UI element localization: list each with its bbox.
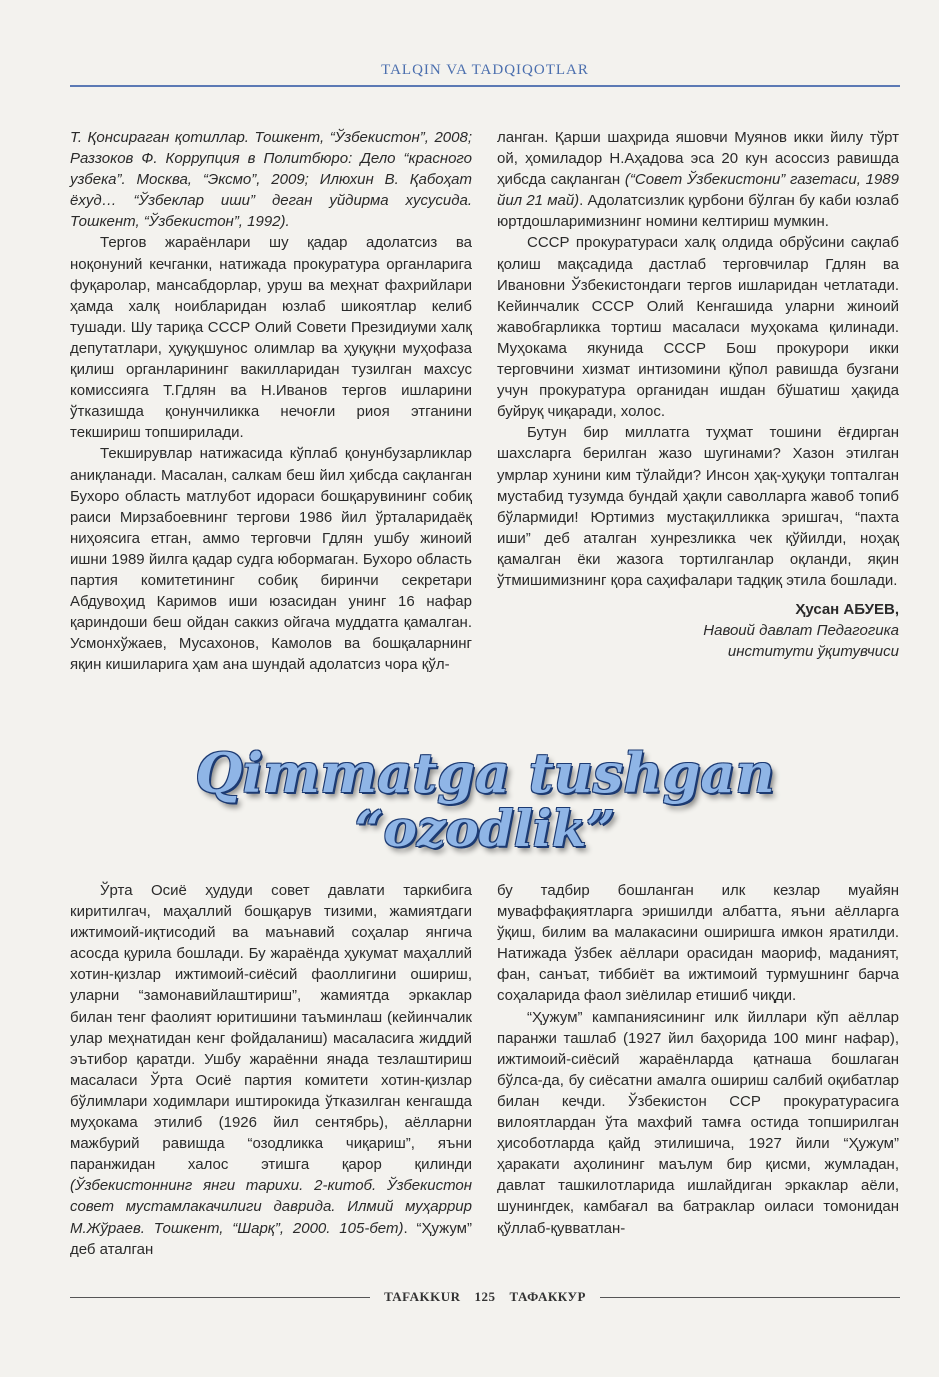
top-left-column xyxy=(70,127,472,675)
magazine-title-latin: TAFAKKUR xyxy=(384,1289,461,1304)
paragraph xyxy=(497,127,899,232)
paragraph-text: ланган. Қарши шаҳрида яшовчи Муянов икки йилу тўрт ой, ҳомиладор Н.Аҳадова эса 20 кун асоссиз равишда ҳибсда сақланган xyxy=(497,129,899,189)
citation: (Ўзбекистоннинг янги тарихи. 2-китоб. Ўзбекистон совет мустамлакачилиги даврида. Илмий муҳаррир М.Жўраев. Тошкент, “Шарқ”, 2000. 105-бет) xyxy=(70,1177,472,1237)
bottom-left-column xyxy=(70,880,472,1260)
paragraph-text: Ўрта Осиё ҳудуди совет давлати таркибига киритилгач, маҳаллий бошқарув тизими, жамиятдаги ижтимоий-иқтисодий ва маънавий соҳалар янгича асосда қурила бошлади. Бу жараёнда ҳукумат маҳаллий хотин-қизлар ижтимоий-сиёсий фаоллигини ошириш, уларни “замонавийлаштириш”, жамиятда эркаклар билан тенг фаолият юритишини таъминлаш (кейинчалик улар меҳнатидан кенг фойдаланиш) масаласига жиддий эътибор қаратди. Ушбу жараённи янада тезлаштириш масаласи Ўрта Осиё партия комитети хотин-қизлар бўлимлари ходимлари иштирокида ўтказилган кенгашда муҳокама этилиб (1926 йил сентябрь), аёлларни мажбурий равишда “озодликка чиқариш”, яъни паранжидан халос этишга қарор қилинди xyxy=(70,882,472,1174)
paragraph: СССР прокуратураси халқ олдида обрўсини сақлаб қолиш мақсадида дастлаб терговчилар Гдлян ва Ивановни Ўзбекистондаги тергов ишларидан четлатади. Кейинчалик СССР Олий Кенгашида уларни жиноий жавобгарликка тортиш масаласи муҳокама қилинади. Муҳокама якунида СССР Бош прокурори икки терговчини хизмат интизомини қўпол равишда бузгани учун прокуратура органидан ишдан бўшатиш ҳақида буйруқ чиқаради, холос. xyxy=(497,234,899,421)
author-affiliation: Навоий давлат Педагогика xyxy=(703,622,899,640)
paragraph: Текширувлар натижасида кўплаб қонунбузарликлар аниқланади. Масалан, салкам беш йил ҳибсда сақланган Бухоро область матлубот идораси бошқарувининг собиқ раиси Мирзабоевнинг тергови 1986 йил ўрталаридаёқ ниҳоясига етган, аммо терговчи Гдлян ушбу жиноий ишни 1989 йилга қадар судга юбормаган. Бухоро область партия комитетининг собиқ биринчи секретари Абдувоҳид Каримов иши юзасидан унинг 16 нафар қариндоши беш ойдан саккиз ойгача муддатга қамалган. Усмонхўжаев, Мусахонов, Камолов ва бошқаларнинг яқин кишиларига ҳам ана шундай адолатсиз чора қўл- xyxy=(70,445,472,674)
paragraph: Тергов жараёнлари шу қадар адолатсиз ва ноқонуний кечганки, натижада прокуратура органларига фуқаролар, мансабдорлар, уруш ва меҳнат фахрийлари ҳамда халқ ноибларидан юзлаб шикоятлар келиб тушади. Шу тариқа СССР Олий Совети Президиуми халқ депутатлари, ҳуқуқшунос олимлар ва ҳуқуқни муҳофаза қилиш органларининг вакилларидан тузилган махсус комиссияга Т.Гдлян ва Н.Иванов тергов ишларини ўтказишда қонунчиликка нечоғли риоя этганини текшириш топширилади. xyxy=(70,234,472,442)
paragraph: “Ҳужум” кампаниясининг илк йиллари кўп аёллар паранжи ташлаб (1927 йил баҳорида 100 минг нафар), ижтимоий-сиёсий жараёнларда қатнаша бошлаган бўлса-да, бу сиёсатни амалга ошириш салбий оқибатлар билан кечди. Ўзбекистон ССР прокуратурасига вилоятлардан ўта махфий тамға остида топширилган ҳисоботларда қайд этилишича, 1927 йили “Ҳужум” ҳаракати аҳолининг маълум бир қисми, жумладан, давлат ташкилотларида ишлайдиган эркаклар аёли, шунингдек, камбағал ва батраклар оиласи томонидан қўллаб-қувватлан- xyxy=(497,1008,899,1237)
author-signature xyxy=(497,599,899,662)
bibliography-continuation: Т. Қонсираган қотиллар. Тошкент, “Ўзбекистон”, 2008; Раззоков Ф. Коррупция в Политбюро: Дело “красного узбека”. Москва, “Эксмо”, 2009; Илюхин В. Қабоҳат ёхуд… “Ўзбеклар иши” деган уйдирма хусусида. Тошкент, “Ўзбекистон”, 1992). xyxy=(70,129,472,231)
paragraph-text: . Адолатсизлик қурбони бўлган бу каби юзлаб юртдошларимизнинг номини келтириш мумкин. xyxy=(497,192,899,231)
bottom-right-column xyxy=(497,880,899,1239)
footer-rule xyxy=(70,1297,370,1298)
author-name: Ҳусан АБУЕВ, xyxy=(795,601,899,619)
page-footer xyxy=(70,1286,900,1308)
author-affiliation: институти ўқитувчиси xyxy=(727,643,899,661)
article-title-line: Qimmatga tushgan xyxy=(195,741,775,805)
footer-rule xyxy=(600,1297,900,1298)
running-head: TALQIN VA TADQIQOTLAR xyxy=(381,62,589,78)
page-number: 125 xyxy=(474,1289,496,1304)
paragraph: Бутун бир миллатга туҳмат тошини ёғдирган шахсларга берилган жазо шугинами? Хазон этилган умрлар хунини ким тўлайди? Инсон ҳақ-ҳуқуқи топталган мустабид тузумда бундай ҳақли саволларга жавоб топиб бўлармиди! Юртимиз мустақилликка эришгач, “пахта иши” деб аталган хунрезликка чек қўйилди, ноҳақ қамалган ёки жазога тортилганлар оқланди, яқин ўтмишимизнинг қора саҳифалари тадқиқ этила бошлади. xyxy=(497,424,899,589)
header-rule xyxy=(70,85,900,87)
magazine-title-cyrillic: ТАФАККУР xyxy=(509,1289,586,1304)
article-title-line: “ozodlik” xyxy=(354,799,616,858)
top-right-column xyxy=(497,127,899,662)
paragraph: бу тадбир бошланган илк кезлар муайян муваффақиятларга эришилди албатта, яъни аёлларга ўқиш, билим ва малакасини оширишга имкон яратилди. Натижада ўзбек аёллари орасидан маориф, маданият, фан, санъат, тиббиёт ва ижтимоий турмушнинг барча соҳаларида фаол зиёлилар етишиб чиқди. xyxy=(497,882,899,1005)
paragraph-text: . “Ҳужум” деб аталган xyxy=(70,1219,472,1258)
citation: (“Совет Ўзбекистони” газетаси, 1989 йил 21 май) xyxy=(497,171,899,210)
paragraph xyxy=(70,880,472,1260)
article-title xyxy=(70,741,900,858)
